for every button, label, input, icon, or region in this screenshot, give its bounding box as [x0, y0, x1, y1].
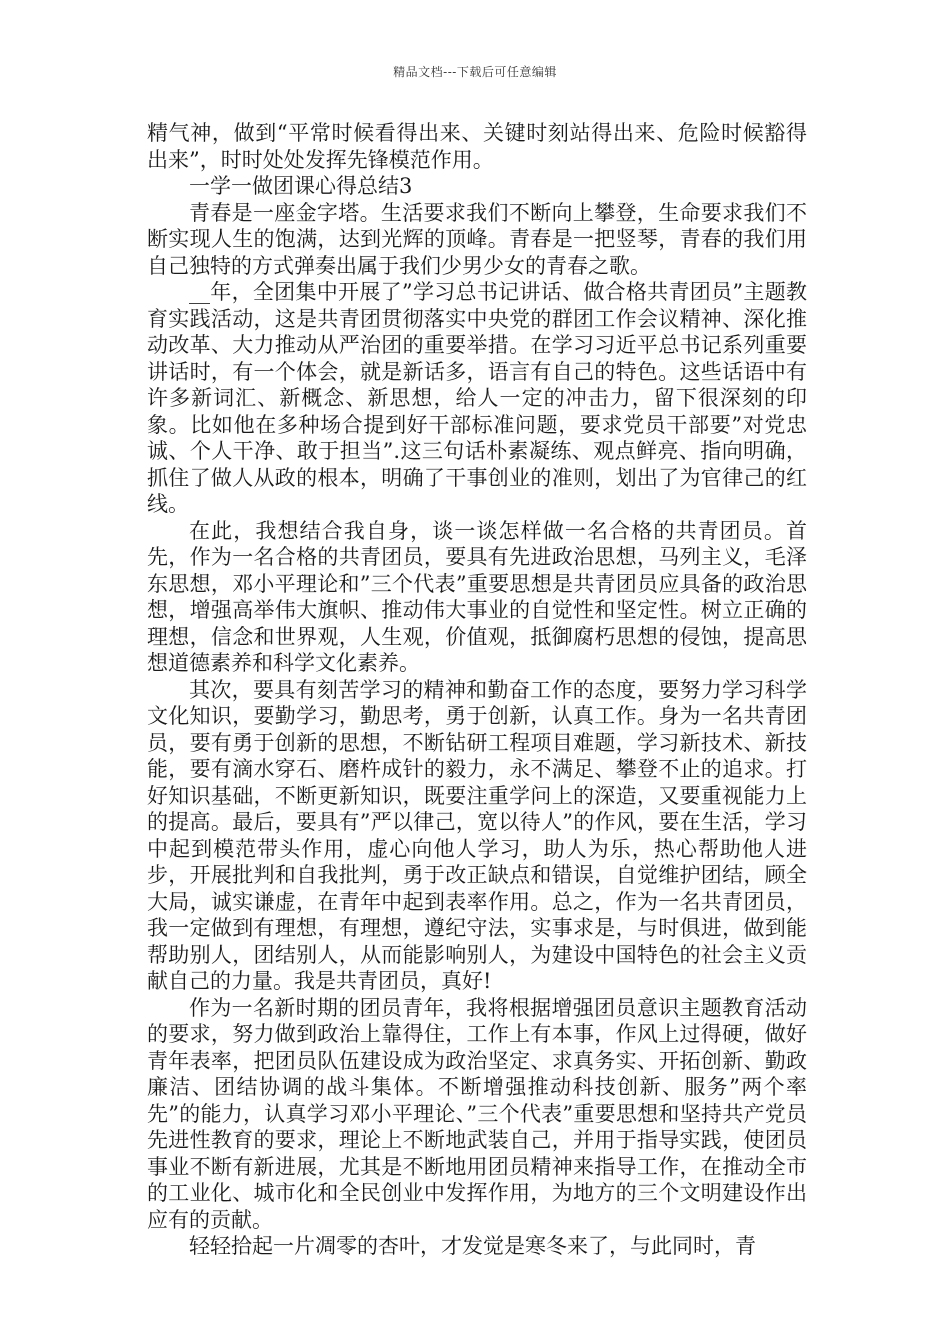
paragraph: 作为一名新时期的团员青年，我将根据增强团员意识主题教育活动的要求，努力做到政治上靠得住，工作上有本事，作风上过得硬，做好青年表率，把团员队伍建设成为政治坚定、求真务实、开拓创新、勤政廉洁、团结协调的战斗集体。不断增强推动科技创新、服务”两个率先”的能力，认真学习邓小平理论、”三个代表”重要思想和坚持共产党员先进性教育的要求，理论上不断地武装自己，并用于指导实践，使团员事业不断有新进展，尤其是不断地用团员精神来指导工作，在推动全市的工业化、城市化和全民创业中发挥作用，为地方的三个文明建设作出应有的贡献。 — [147, 995, 807, 1232]
paragraph: 其次，要具有刻苦学习的精神和勤奋工作的态度，要努力学习科学文化知识，要勤学习，勤思考，勇于创新，认真工作。身为一名共青团员，要有勇于创新的思想，不断钻研工程项目难题，学习新技术、新技能，要有滴水穿石、磨杵成针的毅力，永不满足、攀登不止的追求。打好知识基础，不断更新知识，既要注重学问上的深造，又要重视能力上的提高。最后，要具有”严以律己，宽以待人”的作风，要在生活，学习中起到模范带头作用，虚心向他人学习，助人为乐，热心帮助他人进步，开展批判和自我批判，勇于改正缺点和错误，自觉维护团结，顾全大局，诚实谦虚，在青年中起到表率作用。总之，作为一名共青团员，我一定做到有理想，有理想，遵纪守法，实事求是，与时俱进，做到能帮助别人，团结别人，从而能影响别人，为建设中国特色的社会主义贡献自己的力量。我是共青团员，真好! — [147, 677, 807, 993]
page-header: 精品文档---下载后可任意编辑 — [393, 65, 557, 79]
paragraph: 青春是一座金字塔。生活要求我们不断向上攀登，生命要求我们不断实现人生的饱满，达到光辉的顶峰。青春是一把竖琴，青春的我们用自己独特的方式弹奏出属于我们少男少女的青春之歌。 — [147, 200, 807, 278]
paragraph: 轻轻拾起一片凋零的杏叶，才发觉是寒冬来了，与此同时，青 — [189, 1234, 756, 1258]
document-body — [147, 120, 807, 1260]
paragraph: __年，全团集中开展了”学习总书记讲话、做合格共青团员”主题教育实践活动，这是共青团贯彻落实中央党的群团工作会议精神、深化推动改革、大力推动从严治团的重要举措。在学习习近平总书记系列重要讲话时，有一个体会，就是新话多，语言有自己的特色。这些话语中有许多新词汇、新概念、新思想，给人一定的冲击力，留下很深刻的印象。比如他在多种场合提到好干部标准问题，要求党员干部要”对党忠诚、个人干净、敢于担当”.这三句话朴素凝练、观点鲜亮、指向明确，抓住了做人从政的根本，明确了干事创业的准则，划出了为官律己的红线。 — [147, 280, 807, 516]
section-heading: 一学一做团课心得总结3 — [189, 174, 413, 198]
paragraph: 在此，我想结合我自身，谈一谈怎样做一名合格的共青团员。首先，作为一名合格的共青团员，要具有先进政治思想，马列主义，毛泽东思想，邓小平理论和”三个代表”重要思想是共青团员应具备的政治思想，增强高举伟大旗帜、推动伟大事业的自觉性和坚定性。树立正确的理想，信念和世界观，人生观，价值观，抵御腐朽思想的侵蚀，提高思想道德素养和科学文化素养。 — [147, 518, 807, 675]
paragraph-continuation: 精气神，做到“平常时候看得出来、关键时刻站得出来、危险时候豁得出来”，时时处处发挥先锋模范作用。 — [147, 121, 807, 172]
